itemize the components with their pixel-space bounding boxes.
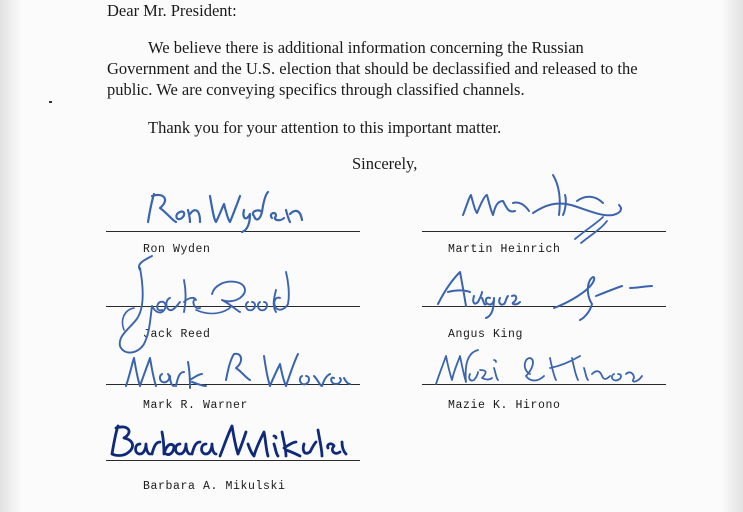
signature-hirono bbox=[430, 340, 650, 392]
typed-name-hirono: Mazie K. Hirono bbox=[448, 399, 561, 412]
typed-name-king: Angus King bbox=[448, 328, 524, 341]
salutation: Dear Mr. President: bbox=[107, 1, 237, 20]
typed-name-mikulski: Barbara A. Mikulski bbox=[143, 480, 286, 493]
body-line-3: public. We are conveying specifics through classified channels. bbox=[107, 80, 525, 99]
signature-king bbox=[430, 262, 655, 322]
body-line-1: We believe there is additional information concerning the Russian bbox=[148, 38, 584, 57]
margin-mark bbox=[49, 101, 52, 103]
signature-wyden bbox=[140, 188, 310, 233]
body-line-2: Government and the U.S. election that should be declassified and released to the bbox=[107, 59, 638, 78]
signature-warner bbox=[118, 340, 358, 400]
signature-mikulski bbox=[104, 418, 349, 466]
thanks-line: Thank you for your attention to this important matter. bbox=[148, 118, 502, 137]
typed-name-heinrich: Martin Heinrich bbox=[448, 243, 561, 256]
typed-name-wyden: Ron Wyden bbox=[143, 243, 211, 256]
typed-name-reed: Jack Reed bbox=[143, 328, 211, 341]
page-edge-shadow-left bbox=[0, 0, 22, 512]
signature-heinrich bbox=[455, 155, 630, 245]
page-edge-shadow-right bbox=[721, 0, 743, 512]
typed-name-warner: Mark R. Warner bbox=[143, 399, 249, 412]
closing: Sincerely, bbox=[352, 154, 418, 173]
